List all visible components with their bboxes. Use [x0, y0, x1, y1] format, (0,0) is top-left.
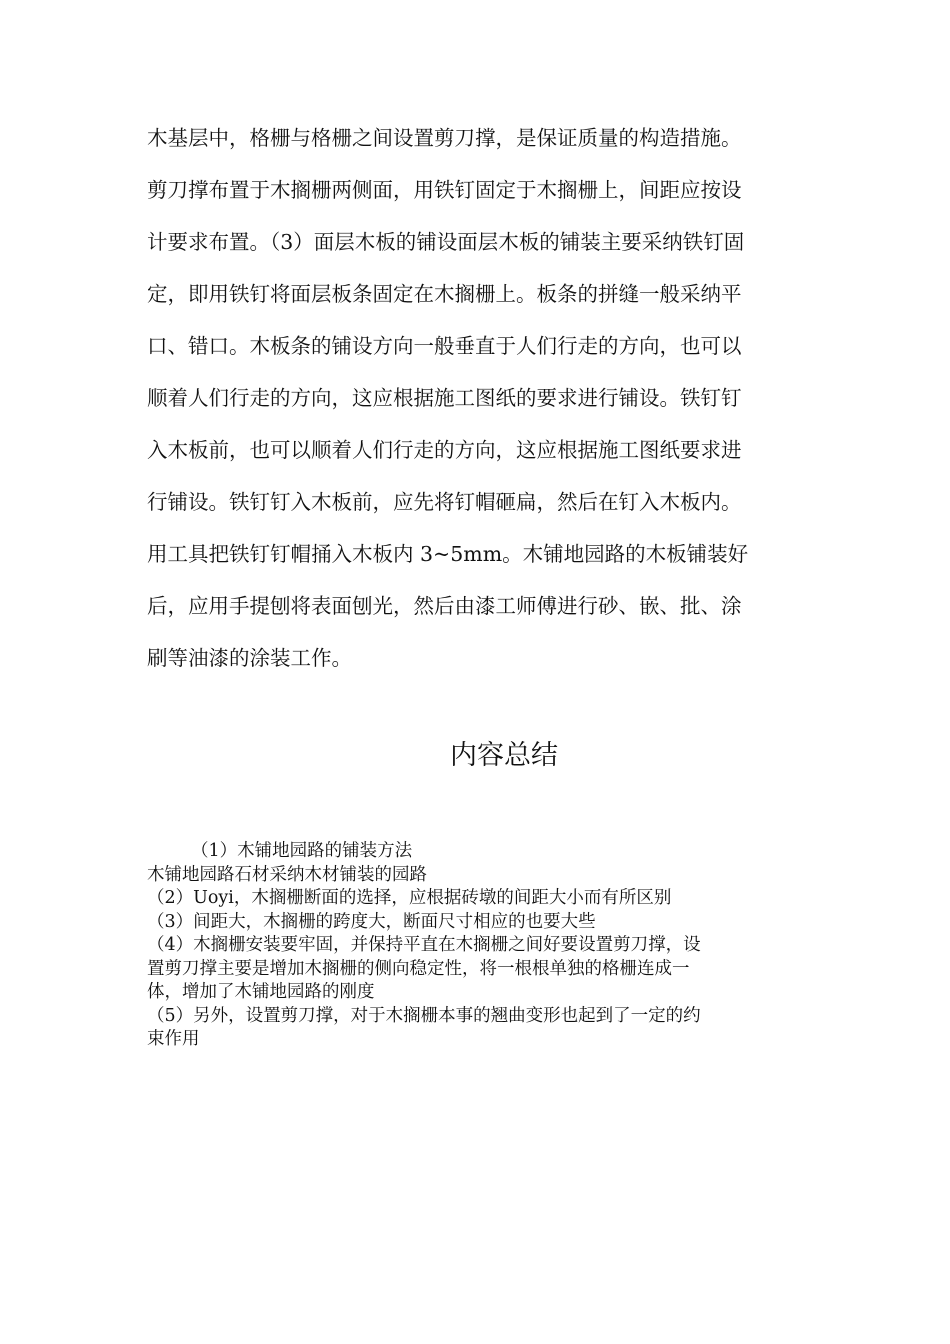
body-line: 剪刀撑布置于木搁栅两侧面，用铁钉固定于木搁栅上，间距应按设	[147, 178, 742, 202]
summary-heading: 内容总结	[450, 740, 558, 771]
body-line: 顺着人们行走的方向，这应根据施工图纸的要求进行铺设。铁钉钉	[147, 386, 742, 410]
body-line: 入木板前，也可以顺着人们行走的方向，这应根据施工图纸要求进	[147, 438, 742, 462]
body-line: 计要求布置。（3）面层木板的铺设面层木板的铺装主要采纳铁钉固	[147, 230, 745, 254]
body-paragraph	[147, 112, 807, 684]
summary-line: 木铺地园路石材采纳木材铺装的园路	[147, 864, 427, 885]
summary-line: 束作用	[147, 1029, 200, 1049]
body-line: 后，应用手提刨将表面刨光，然后由漆工师傅进行砂、嵌、批、涂	[147, 594, 742, 618]
summary-line: （5）另外，设置剪刀撑，对于木搁栅本事的翘曲变形也起到了一定的约	[147, 1005, 701, 1026]
summary-line: （4）木搁栅安装要牢固，并保持平直在木搁栅之间好要设置剪刀撑，设	[147, 935, 701, 955]
summary-line: （2）Uoyi，木搁栅断面的选择，应根据砖墩的间距大小而有所区别	[147, 888, 672, 908]
summary-line: （3）间距大，木搁栅的跨度大，断面尺寸相应的也要大些	[147, 911, 596, 932]
body-line: 行铺设。铁钉钉入木板前，应先将钉帽砸扁，然后在钉入木板内。	[147, 490, 742, 514]
summary-block	[147, 840, 817, 1052]
body-line: 用工具把铁钉钉帽捅入木板内 3~5mm。木铺地园路的木板铺装好	[147, 542, 749, 566]
summary-line: （1）木铺地园路的铺装方法	[191, 841, 413, 861]
summary-line: 体，增加了木铺地园路的刚度	[147, 982, 375, 1002]
summary-line: 置剪刀撑主要是增加木搁栅的侧向稳定性，将一根根单独的格栅连成一	[147, 958, 690, 979]
body-line: 口、错口。木板条的铺设方向一般垂直于人们行走的方向，也可以	[147, 334, 742, 358]
body-line: 刷等油漆的涂装工作。	[147, 646, 352, 670]
body-line: 定，即用铁钉将面层板条固定在木搁栅上。板条的拼缝一般采纳平	[147, 282, 742, 306]
body-line: 木基层中，格栅与格栅之间设置剪刀撑，是保证质量的构造措施。	[147, 126, 742, 150]
